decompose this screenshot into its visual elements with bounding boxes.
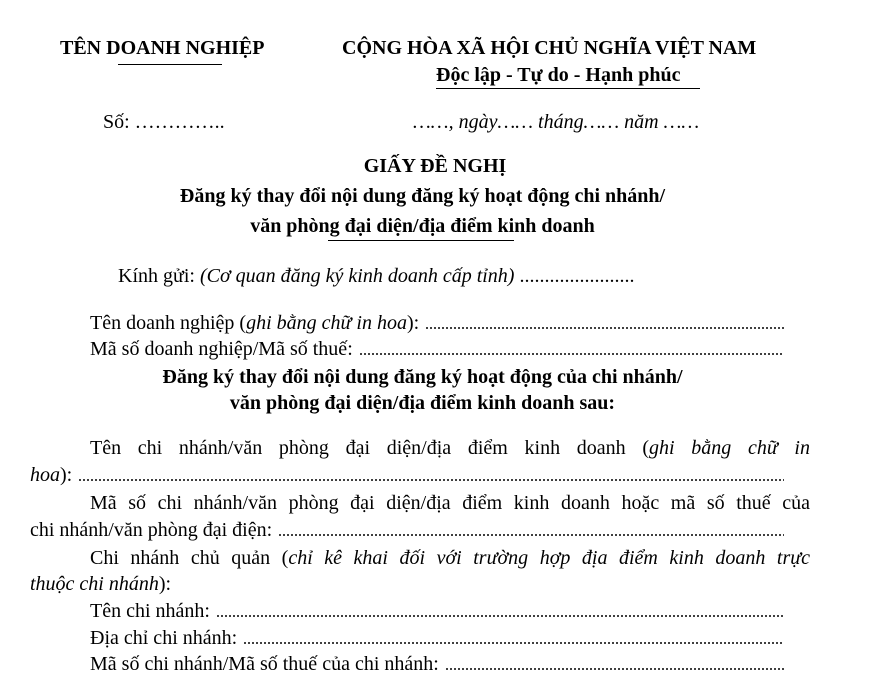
- document-subtitle-1: Đăng ký thay đổi nội dung đăng ký hoạt động chi nhánh/: [179, 185, 666, 207]
- fill-in-dots[interactable]: [359, 352, 784, 356]
- fill-in-dots[interactable]: [78, 478, 784, 482]
- label: Tên chi nhánh:: [90, 600, 210, 622]
- parent-branch-line-2: [30, 572, 171, 596]
- fill-in-dots[interactable]: [278, 533, 784, 537]
- parent-code-field: [90, 652, 784, 676]
- document-number: Số: …………..: [103, 111, 225, 133]
- label: Địa chỉ chi nhánh:: [90, 627, 238, 649]
- document-subtitle-2: văn phòng đại diện/địa điểm kinh doanh: [250, 215, 595, 237]
- fill-in-dots[interactable]: [216, 614, 784, 618]
- label: Tên doanh nghiệp (: [90, 312, 247, 334]
- divider: [118, 64, 222, 65]
- label-end: ):: [406, 312, 420, 334]
- hint: thuộc chi nhánh: [30, 573, 159, 595]
- divider: [436, 88, 700, 89]
- recipient-line: [118, 264, 634, 288]
- branch-name-line-2: [30, 463, 784, 487]
- branch-name-line-1: [90, 436, 810, 460]
- label-end: ):: [60, 464, 73, 486]
- recipient-label: Kính gửi:: [118, 265, 200, 287]
- company-name-heading: TÊN DOANH NGHIỆP: [60, 37, 265, 59]
- document-title: GIẤY ĐỀ NGHỊ: [363, 155, 507, 177]
- hint: hoa: [30, 464, 60, 486]
- parent-address-field: [90, 626, 784, 650]
- label: Mã số chi nhánh/Mã số thuế của chi nhánh:: [90, 653, 439, 675]
- hint: chỉ kê khai đối với trường hợp địa điểm kinh doanh trực: [288, 547, 811, 569]
- branch-code-line-2: [30, 518, 784, 542]
- hint: ghi bằng chữ in: [649, 437, 810, 459]
- fill-in-dots[interactable]: [445, 667, 784, 671]
- company-name-field: [90, 311, 784, 335]
- section-heading-2: văn phòng đại diện/địa điểm kinh doanh sau:: [229, 392, 616, 414]
- fill-in-dots[interactable]: [425, 326, 784, 330]
- branch-code-line-1: Mã số chi nhánh/văn phòng đại diện/địa điểm kinh doanh hoặc mã số thuế của: [90, 492, 810, 514]
- date-line: ……, ngày…… tháng…… năm ……: [413, 111, 700, 133]
- label: Mã số doanh nghiệp/Mã số thuế:: [90, 338, 353, 360]
- hint: ghi bằng chữ in hoa: [246, 312, 407, 334]
- label: Chi nhánh chủ quản (: [90, 547, 289, 569]
- parent-branch-line-1: [90, 546, 810, 570]
- nation-heading: CỘNG HÒA XÃ HỘI CHỦ NGHĨA VIỆT NAM: [342, 37, 757, 59]
- section-heading-1: Đăng ký thay đổi nội dung đăng ký hoạt động của chi nhánh/: [162, 366, 683, 388]
- recipient-dots: .......................: [514, 265, 635, 287]
- recipient-value: (Cơ quan đăng ký kinh doanh cấp tỉnh): [199, 265, 515, 287]
- parent-name-field: [90, 599, 784, 623]
- label: chi nhánh/văn phòng đại điện:: [30, 519, 273, 541]
- label: Tên chi nhánh/văn phòng đại diện/địa điểm kinh doanh (: [90, 437, 650, 459]
- company-code-field: [90, 337, 784, 361]
- divider: [328, 240, 514, 241]
- fill-in-dots[interactable]: [243, 641, 784, 645]
- label-end: ):: [158, 573, 172, 595]
- motto: Độc lập - Tự do - Hạnh phúc: [436, 64, 681, 86]
